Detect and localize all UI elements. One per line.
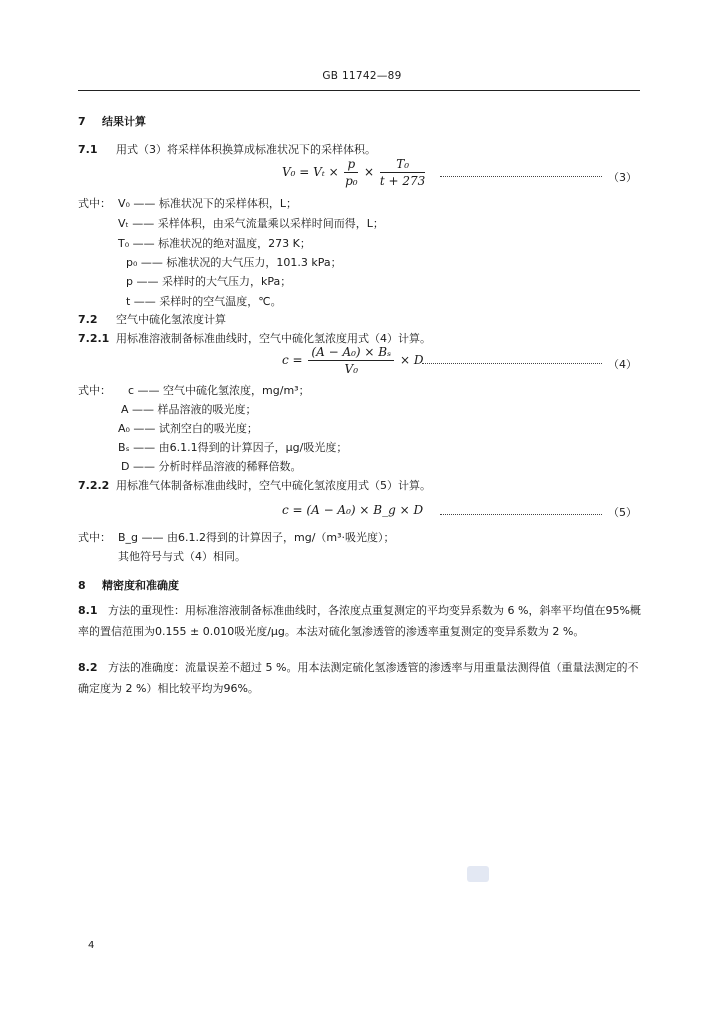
clause-7-2-2-text: 用标准气体制备标准曲线时，空气中硫化氢浓度用式（5）计算。 <box>116 479 431 492</box>
clause-7-2-text: 空气中硫化氢浓度计算 <box>116 313 226 326</box>
eq3-times: × <box>364 165 375 179</box>
where-label: 式中： <box>78 197 111 210</box>
eq3-pressure-ratio <box>344 157 358 188</box>
clause-8-1-number: 8.1 <box>78 604 98 617</box>
eq4-numerator: (A − A₀) × Bₛ <box>308 345 394 361</box>
eq4-denominator: V₀ <box>344 362 359 376</box>
clause-7-1-text: 用式（3）将采样体积换算成标准状况下的采样体积。 <box>116 143 376 156</box>
eq4-number: （4） <box>608 358 637 371</box>
page-number: 4 <box>88 940 95 951</box>
def-D: D —— 分析时样品溶液的稀释倍数。 <box>121 460 302 473</box>
clause-7-2-2-number: 7.2.2 <box>78 479 110 492</box>
section-7-heading <box>78 113 146 129</box>
eq3-frac2-numerator: T₀ <box>380 157 425 173</box>
def-p: p —— 采样时的大气压力，kPa； <box>126 275 292 288</box>
clause-7-1-number: 7.1 <box>78 143 98 156</box>
eq3-lhs: V₀ = Vₜ × <box>282 165 339 179</box>
clause-7-2-1-text: 用标准溶液制备标准曲线时，空气中硫化氢浓度用式（4）计算。 <box>116 332 431 345</box>
def-A0: A₀ —— 试剂空白的吸光度； <box>118 422 258 435</box>
clause-7-2-1 <box>78 330 431 346</box>
eq3-temperature-ratio <box>380 157 425 188</box>
def-p0: p₀ —— 标准状况的大气压力，101.3 kPa； <box>126 256 342 269</box>
standard-number-header: GB 11742—89 <box>322 70 402 82</box>
eq3-frac1-numerator: p <box>344 157 358 173</box>
clause-8-2-text: 方法的准确度：流量误差不超过 5 %。用本法测定硫化氢渗透管的渗透率与用重量法测得值（重量法测定的不确定度为 2 %）相比较平均为96%。 <box>78 661 639 695</box>
other-symbols-note: 其他符号与式（4）相同。 <box>118 550 246 563</box>
def-V0: V₀ —— 标准状况下的采样体积，L； <box>118 197 298 210</box>
clause-7-2-1-number: 7.2.1 <box>78 332 110 345</box>
section-8-number: 8 <box>78 579 86 592</box>
eq4-leader-dots <box>422 363 602 364</box>
def-t: t —— 采样时的空气温度，℃。 <box>126 295 282 308</box>
eq3-leader-dots <box>440 176 602 177</box>
eq3-frac2-denominator: t + 273 <box>379 174 426 188</box>
clause-8-1-text: 方法的重现性：用标准溶液制备标准曲线时，各浓度点重复测定的平均变异系数为 6 %，斜率平均值在95%概率的置信范围为0.155 ± 0.010吸光度/μg。本法对硫化氢渗透管的渗透率重复测定的变异系数为 2 %。 <box>78 604 641 638</box>
def-Bg: B_g —— 由6.1.2得到的计算因子，mg/（m³·吸光度）； <box>118 531 395 544</box>
eq5-leader-dots <box>440 514 602 515</box>
equation-5: c = (A − A₀) × B_g × D <box>282 503 424 517</box>
eq4-lhs: c = <box>282 353 303 367</box>
eq4-tail: × D <box>399 353 424 367</box>
def-Bs: Bₛ —— 由6.1.1得到的计算因子，μg/吸光度； <box>118 441 348 454</box>
clause-7-2-number: 7.2 <box>78 313 98 326</box>
def-c: c —— 空气中硫化氢浓度，mg/m³； <box>128 384 310 397</box>
clause-7-2-2 <box>78 477 431 493</box>
eq3-number: （3） <box>608 171 637 184</box>
section-7-title: 结果计算 <box>102 115 146 128</box>
def-A: A —— 样品溶液的吸光度； <box>121 403 257 416</box>
section-8-heading <box>78 577 179 593</box>
def-Vt: Vₜ —— 采样体积，由采气流量乘以采样时间而得，L； <box>118 217 384 230</box>
where-label-4: 式中： <box>78 384 111 397</box>
eq5-number: （5） <box>608 506 637 519</box>
clause-7-2 <box>78 311 226 327</box>
clause-8-2 <box>78 657 643 699</box>
def-T0: T₀ —— 标准状况的绝对温度，273 K； <box>118 237 311 250</box>
eq4-fraction <box>308 345 394 376</box>
header-rule <box>78 90 640 91</box>
clause-8-1 <box>78 600 643 642</box>
eq3-frac1-denominator: p₀ <box>345 174 358 188</box>
equation-4 <box>282 345 423 376</box>
publisher-logo-watermark <box>467 866 489 882</box>
equation-3 <box>282 157 427 188</box>
clause-7-1 <box>78 141 376 157</box>
section-7-number: 7 <box>78 115 86 128</box>
where-label-5: 式中： <box>78 531 111 544</box>
section-8-title: 精密度和准确度 <box>102 579 179 592</box>
clause-8-2-number: 8.2 <box>78 661 98 674</box>
